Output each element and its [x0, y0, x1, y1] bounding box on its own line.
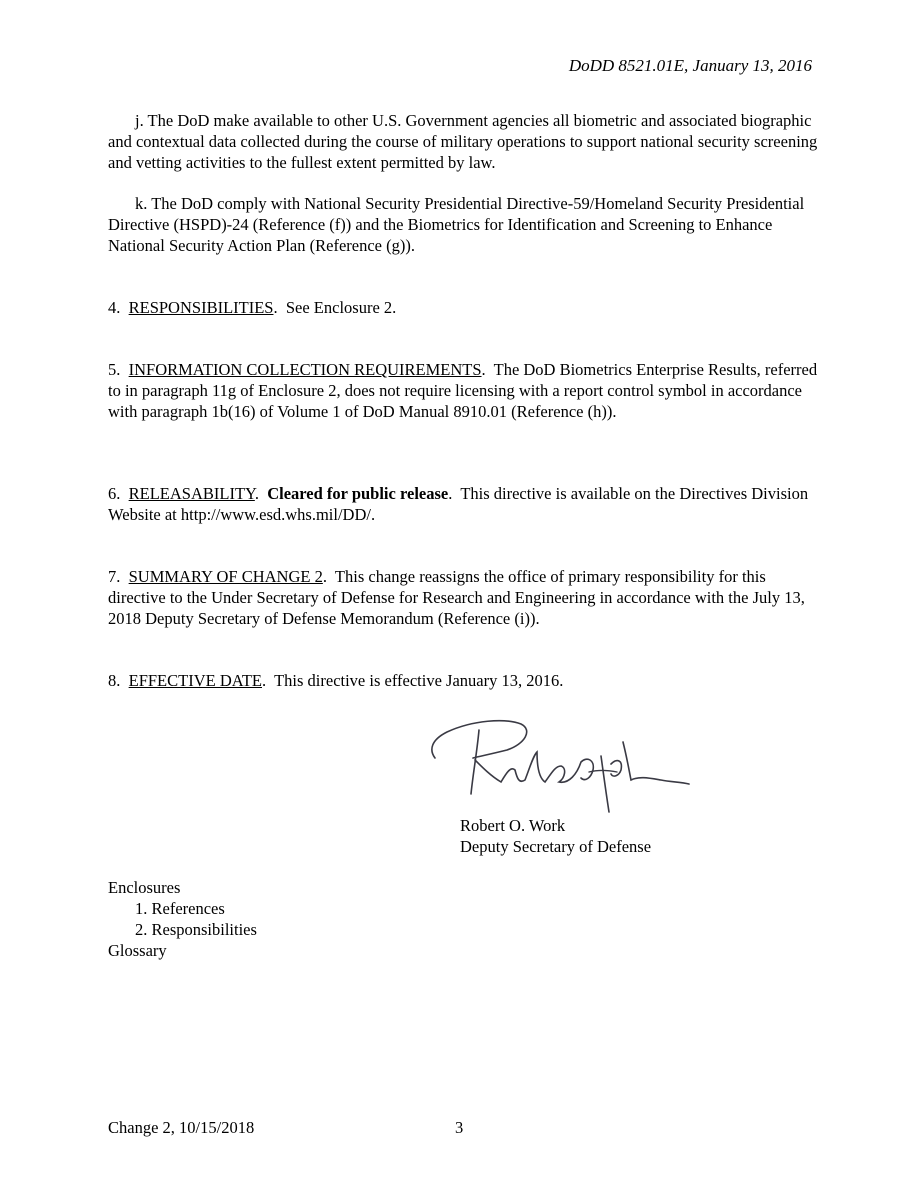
- section-8-text: This directive is effective January 13, 2016.: [274, 671, 564, 690]
- enclosure-item: 1. References: [135, 899, 225, 918]
- section-5-text: The DoD Biometrics Enterprise Results, referred to in paragraph 11g of Enclosure 2, does not require licensing with a report control symbol in accordance with paragraph 1b(16) of Volume 1 of DoD Manual 8910.01 (Reference (h)).: [108, 360, 818, 421]
- enclosures-list: [108, 877, 257, 961]
- section-5-heading: INFORMATION COLLECTION REQUIREMENTS: [128, 360, 482, 379]
- section-4-heading: RESPONSIBILITIES: [128, 298, 274, 317]
- paragraph-3j: [108, 110, 820, 173]
- section-4-text: See Enclosure 2.: [285, 298, 397, 317]
- section-6-text: This directive is available on the Directives Division Website at http://www.esd.whs.mil/DD/.: [108, 484, 809, 524]
- section-4-number: 4.: [108, 298, 121, 317]
- section-5-number: 5.: [108, 360, 121, 379]
- section-5: 5. INFORMATION COLLECTION REQUIREMENTS. The DoD Biometrics Enterprise Results, referred to in paragraph 11g of Enclosure 2, does not require licensing with a report control symbol in accordance with paragraph 1b(16) of Volume 1 of DoD Manual 8910.01 (Reference (h)).: [108, 360, 818, 421]
- section-7-heading: SUMMARY OF CHANGE 2: [128, 567, 323, 586]
- section-7: 7. SUMMARY OF CHANGE 2. This change reassigns the office of primary responsibility for this directive to the Under Secretary of Defense for Research and Engineering in accordance with the July 13, 2018 Deputy Secretary of Defense Memorandum (Reference (i)).: [108, 567, 805, 628]
- section-6-bold: Cleared for public release: [267, 484, 449, 503]
- section-8-heading: EFFECTIVE DATE: [128, 671, 262, 690]
- paragraph-3k-text: k. The DoD comply with National Security Presidential Directive-59/Homeland Security Presidential Directive (HSPD)-24 (Reference (f)) and the Biometrics for Identification and Screening to Enhance National Security Action Plan (Reference (g)).: [108, 194, 805, 255]
- running-header: DoDD 8521.01E, January 13, 2016: [568, 56, 812, 75]
- section-6-number: 6.: [108, 484, 121, 503]
- section-7-text: This change reassigns the office of primary responsibility for this directive to the Under Secretary of Defense for Research and Engineering in accordance with the July 13, 2018 Deputy Secretary of Defense Memorandum (Reference (i)).: [108, 567, 805, 628]
- signature-block: [460, 815, 651, 857]
- page-number: 3: [455, 1118, 464, 1137]
- paragraph-3j-text: j. The DoD make available to other U.S. Government agencies all biometric and associated biographic and contextual data collected during the course of military operations to support national security screening and vetting activities to the fullest extent permitted by law.: [108, 111, 818, 172]
- glossary-entry: Glossary: [108, 941, 167, 960]
- footer-change: Change 2, 10/15/2018: [108, 1118, 255, 1137]
- enclosure-item: 2. Responsibilities: [135, 920, 257, 939]
- section-4: 4. RESPONSIBILITIES. See Enclosure 2.: [108, 298, 397, 317]
- signature-image: [425, 712, 695, 820]
- signer-title: Deputy Secretary of Defense: [460, 837, 652, 856]
- section-6: 6. RELEASABILITY. Cleared for public release. This directive is available on the Directives Division Website at http://www.esd.whs.mil/DD/.: [108, 484, 809, 524]
- section-8: 8. EFFECTIVE DATE. This directive is effective January 13, 2016.: [108, 671, 564, 690]
- signer-name: Robert O. Work: [460, 816, 566, 835]
- section-6-heading: RELEASABILITY: [128, 484, 255, 503]
- section-7-number: 7.: [108, 567, 121, 586]
- section-8-number: 8.: [108, 671, 121, 690]
- enclosures-heading: Enclosures: [108, 878, 181, 897]
- paragraph-3k: [108, 193, 820, 256]
